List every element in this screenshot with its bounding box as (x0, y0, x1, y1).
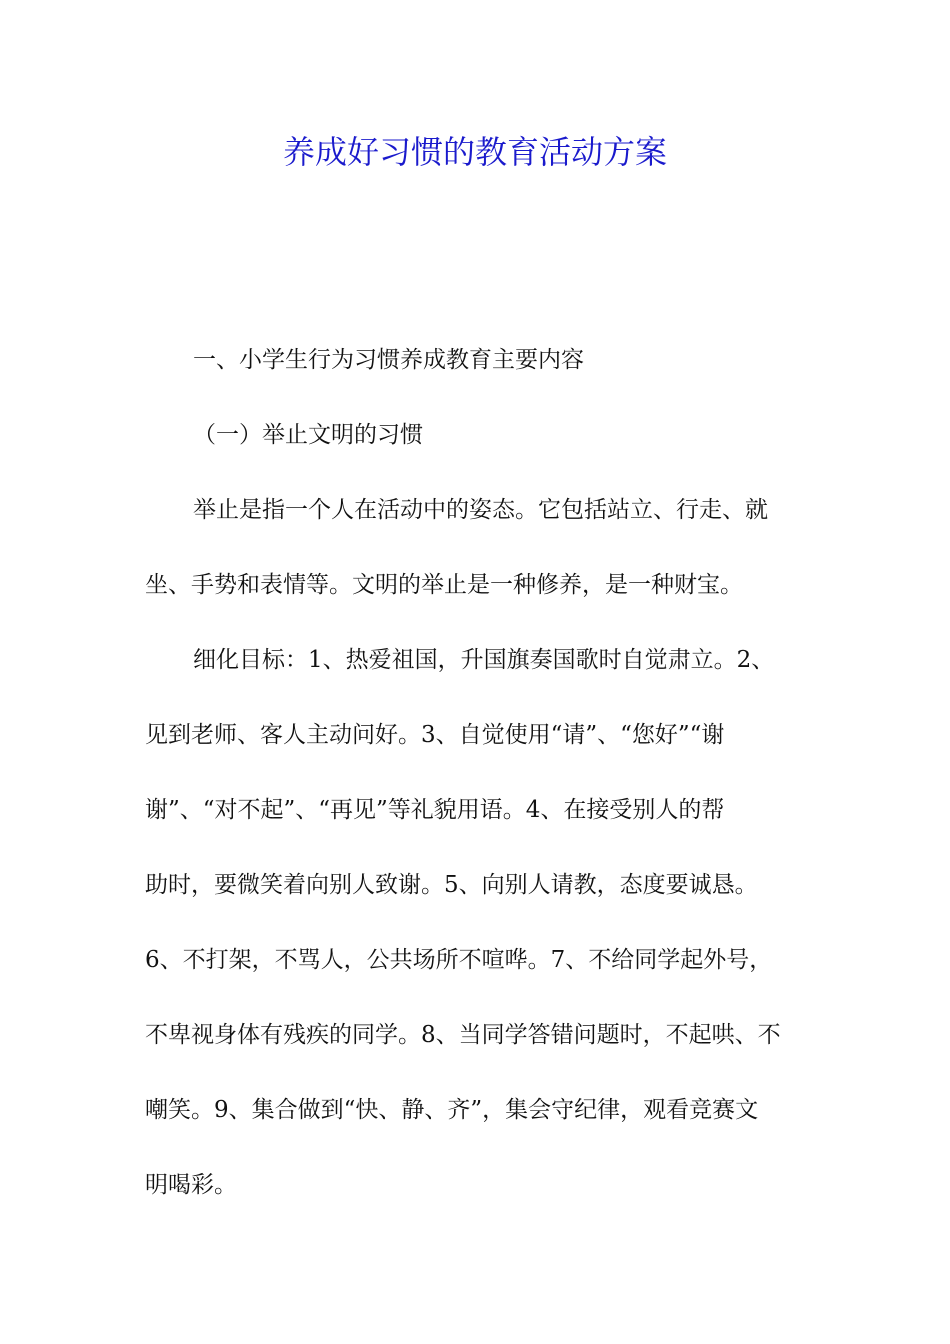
paragraph-line: 不卑视身体有残疾的同学。8、当同学答错问题时，不起哄、不 (145, 1022, 781, 1048)
document-title: 养成好习惯的教育活动方案 (282, 133, 667, 171)
paragraph-line: 嘲笑。9、集合做到“快、静、齐”，集会守纪律，观看竞赛文 (145, 1097, 759, 1123)
paragraph-line: 谢”、“对不起”、“再见”等礼貌用语。4、在接受别人的帮 (145, 797, 725, 823)
subsection-heading: （一）举止文明的习惯 (193, 422, 423, 448)
section-heading: 一、小学生行为习惯养成教育主要内容 (193, 347, 584, 373)
paragraph-line: 见到老师、客人主动问好。3、自觉使用“请”、“您好”“谢 (145, 722, 725, 748)
paragraph-line: 明喝彩。 (145, 1172, 237, 1198)
paragraph-line: 6、不打架，不骂人，公共场所不喧哗。7、不给同学起外号， (145, 947, 773, 973)
paragraph-line: 助时，要微笑着向别人致谢。5、向别人请教，态度要诚恳。 (145, 872, 758, 898)
paragraph-line: 举止是指一个人在活动中的姿态。它包括站立、行走、就 (193, 497, 768, 523)
paragraph-line: 坐、手势和表情等。文明的举止是一种修养，是一种财宝。 (145, 572, 743, 598)
paragraph-line: 细化目标：1、热爱祖国，升国旗奏国歌时自觉肃立。2、 (193, 647, 775, 673)
document-body (145, 338, 825, 1238)
